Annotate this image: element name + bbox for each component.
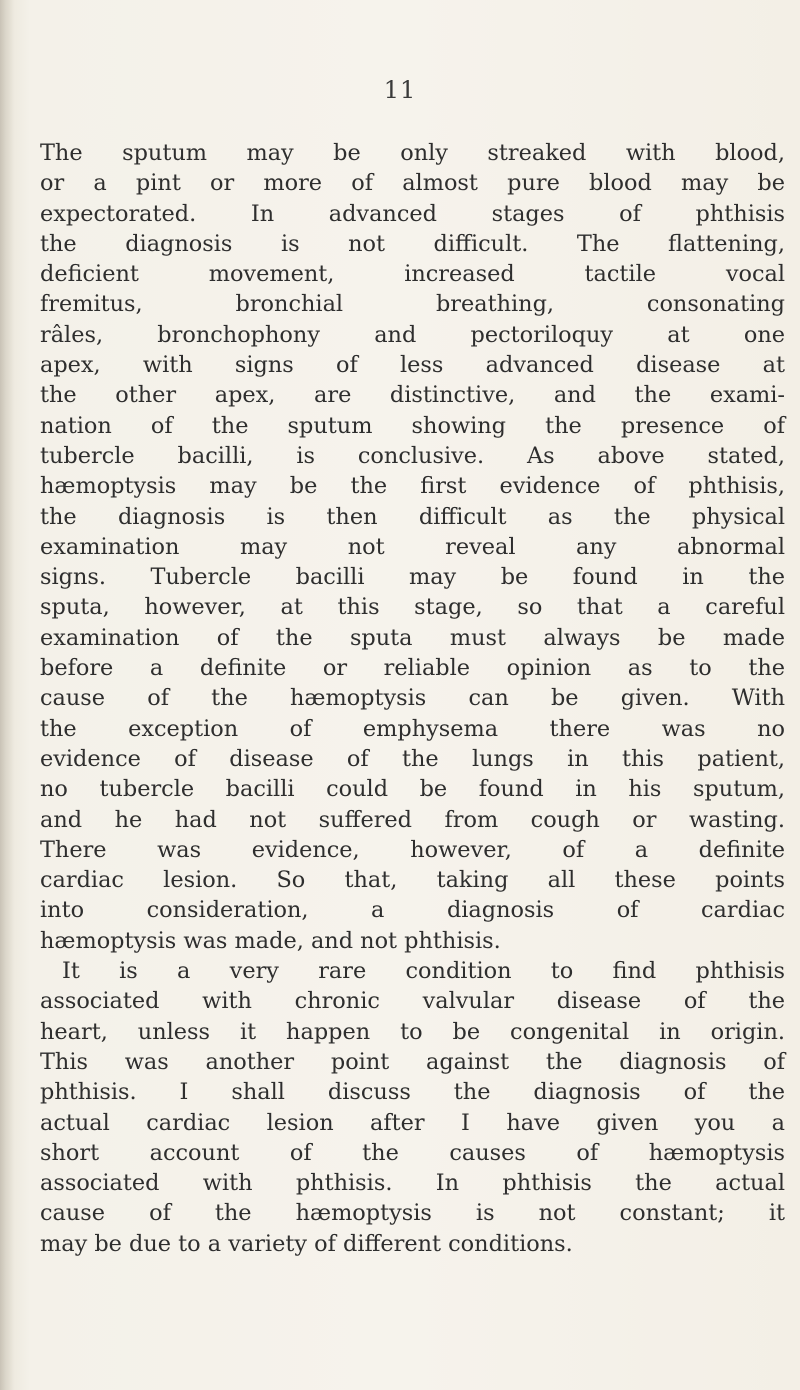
text-line: examination of the sputa must always be made: [40, 624, 785, 651]
text-line: the exception of emphysema there was no: [40, 715, 785, 742]
text-line: râles, bronchophony and pectoriloquy at one: [40, 321, 785, 348]
text-line: cause of the hæmoptysis can be given. With: [40, 685, 785, 712]
text-line: cause of the hæmoptysis is not constant; it: [40, 1200, 785, 1227]
text-line: hæmoptysis may be the first evidence of phthisis,: [40, 473, 785, 500]
text-line: may be due to a variety of different conditions.: [40, 1230, 573, 1257]
paragraph: [40, 956, 785, 1259]
text-line: fremitus, bronchial breathing, consonating: [40, 291, 785, 318]
page-gutter-shadow: [0, 0, 14, 1390]
text-line: tubercle bacilli, is conclusive. As above stated,: [40, 442, 785, 469]
text-line: signs. Tubercle bacilli may be found in the: [40, 564, 785, 591]
text-line: evidence of disease of the lungs in this patient,: [40, 745, 785, 772]
text-line: the diagnosis is then difficult as the physical: [40, 503, 785, 530]
text-line: associated with phthisis. In phthisis the actual: [40, 1170, 785, 1197]
paragraph: [40, 138, 785, 956]
text-line: heart, unless it happen to be congenital in origin.: [40, 1018, 785, 1045]
text-line: the diagnosis is not difficult. The flattening,: [40, 230, 785, 257]
text-line: sputa, however, at this stage, so that a careful: [40, 594, 785, 621]
text-line: expectorated. In advanced stages of phthisis: [40, 200, 785, 227]
text-line: and he had not suffered from cough or wasting.: [40, 806, 785, 833]
text-line: This was another point against the diagnosis of: [40, 1048, 785, 1075]
text-line: examination may not reveal any abnormal: [40, 533, 785, 560]
text-line: or a pint or more of almost pure blood may be: [40, 170, 785, 197]
text-line: It is a very rare condition to find phthisis: [62, 958, 785, 985]
text-line: apex, with signs of less advanced disease at: [40, 352, 785, 379]
text-line: no tubercle bacilli could be found in his sputum,: [40, 776, 785, 803]
page-number: 11: [383, 76, 417, 104]
text-line: into consideration, a diagnosis of cardiac: [40, 897, 785, 924]
text-line: short account of the causes of hæmoptysis: [40, 1139, 785, 1166]
text-line: phthisis. I shall discuss the diagnosis of the: [40, 1079, 785, 1106]
text-line: cardiac lesion. So that, taking all these points: [40, 867, 785, 894]
body-text: [40, 138, 785, 1259]
text-line: hæmoptysis was made, and not phthisis.: [40, 927, 501, 954]
text-line: nation of the sputum showing the presence of: [40, 412, 785, 439]
text-line: associated with chronic valvular disease of the: [40, 988, 785, 1015]
text-line: before a definite or reliable opinion as to the: [40, 655, 785, 682]
text-line: deficient movement, increased tactile vocal: [40, 261, 785, 288]
text-line: actual cardiac lesion after I have given you a: [40, 1109, 785, 1136]
text-line: the other apex, are distinctive, and the exami-: [40, 382, 785, 409]
text-line: There was evidence, however, of a definite: [40, 836, 785, 863]
text-line: The sputum may be only streaked with blood,: [40, 140, 785, 166]
